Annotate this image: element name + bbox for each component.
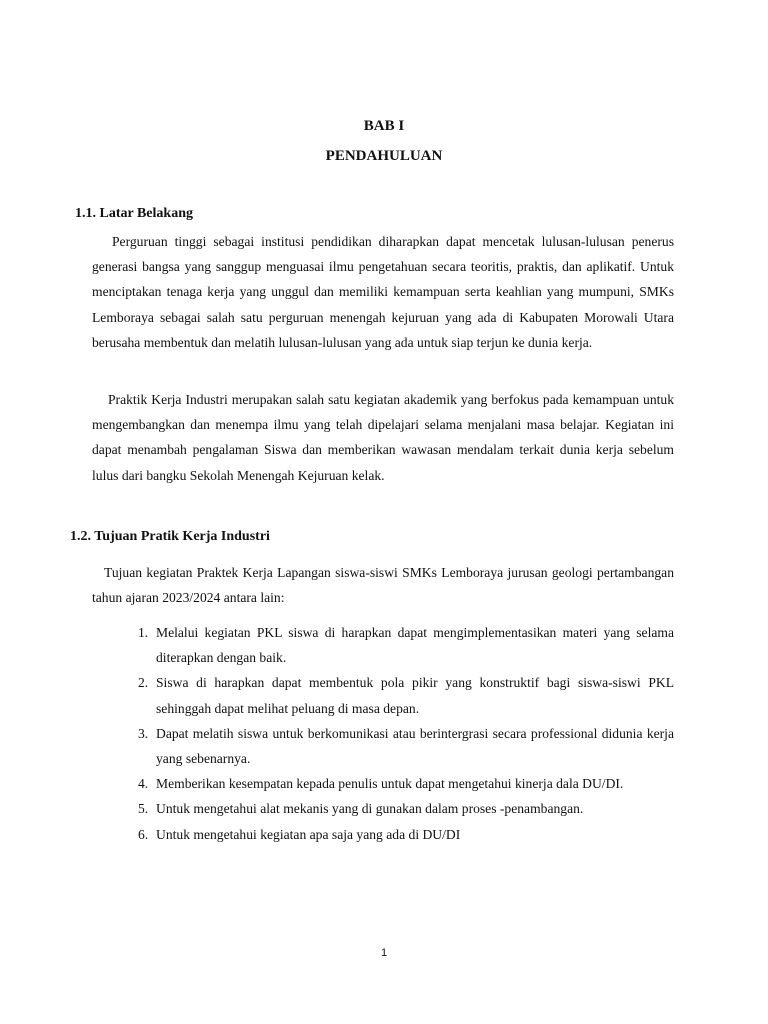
list-item-number: 3. bbox=[138, 725, 149, 741]
list-item-number: 6. bbox=[138, 826, 149, 842]
paragraph-latar-belakang-1: Perguruan tinggi sebagai institusi pendidikan diharapkan dapat mencetak lulusan-lulusan penerus generasi bangsa yang sanggup menguasai ilmu pengetahuan secara teoritis, praktis, dan aplikatif. Untuk menciptakan tenaga kerja yang unggul dan memiliki kemampuan serta keahlian yang mumpuni, SMKs Lemboraya sebagai salah satu perguruan menengah kejuruan yang ada di Kabupaten Morowali Utara berusaha membentuk dan melatih lulusan-lulusan yang ada untuk siap terjun ke dunia kerja. bbox=[92, 234, 674, 350]
page-number: 1 bbox=[380, 947, 388, 959]
list-item-text: Untuk mengetahui kegiatan apa saja yang ada di DU/DI bbox=[156, 826, 461, 842]
section-heading-latar-belakang: 1.1. Latar Belakang bbox=[75, 206, 193, 221]
paragraph-latar-belakang-2: Praktik Kerja Industri merupakan salah satu kegiatan akademik yang berfokus pada kemampuan untuk mengembangkan dan menempa ilmu yang telah dipelajari selama menjalani masa belajar. Kegiatan ini dapat menambah pengalaman Siswa dan memberikan wawasan mendalam terkait dunia kerja sebelum lulus dari bangku Sekolah Menengah Kejuruan kelak. bbox=[92, 392, 674, 483]
list-item bbox=[138, 822, 674, 847]
list-item-number: 5. bbox=[138, 801, 149, 817]
list-item bbox=[138, 771, 674, 796]
chapter-number: BAB I bbox=[363, 118, 405, 134]
list-item-text: Melalui kegiatan PKL siswa di harapkan dapat mengimplementasikan materi yang selama diterapkan dengan baik. bbox=[156, 625, 674, 666]
list-item-text: Untuk mengetahui alat mekanis yang di gunakan dalam proses -penambangan. bbox=[156, 801, 584, 817]
tujuan-list bbox=[138, 620, 674, 847]
list-item-text: Dapat melatih siswa untuk berkomunikasi atau berintergrasi secara professional didunia kerja yang sebenarnya. bbox=[156, 725, 674, 767]
list-item-number: 1. bbox=[138, 625, 149, 640]
paragraph-tujuan-intro: Tujuan kegiatan Praktek Kerja Lapangan siswa-siswi SMKs Lemboraya jurusan geologi pertambangan tahun ajaran 2023/2024 antara lain: bbox=[92, 565, 674, 606]
list-item-text: Siswa di harapkan dapat membentuk pola pikir yang konstruktif bagi siswa-siswi PKL sehinggah dapat melihat peluang di masa depan. bbox=[156, 675, 674, 716]
section-heading-tujuan: 1.2. Tujuan Pratik Kerja Industri bbox=[70, 529, 270, 544]
list-item bbox=[138, 796, 674, 821]
list-item bbox=[138, 620, 674, 670]
list-item bbox=[138, 721, 674, 771]
list-item-number: 4. bbox=[138, 776, 149, 792]
chapter-title: PENDAHULUAN bbox=[325, 148, 443, 164]
list-item bbox=[138, 670, 674, 720]
list-item-text: Memberikan kesempatan kepada penulis untuk dapat mengetahui kinerja dala DU/DI. bbox=[156, 776, 624, 792]
list-item-number: 2. bbox=[138, 675, 149, 691]
